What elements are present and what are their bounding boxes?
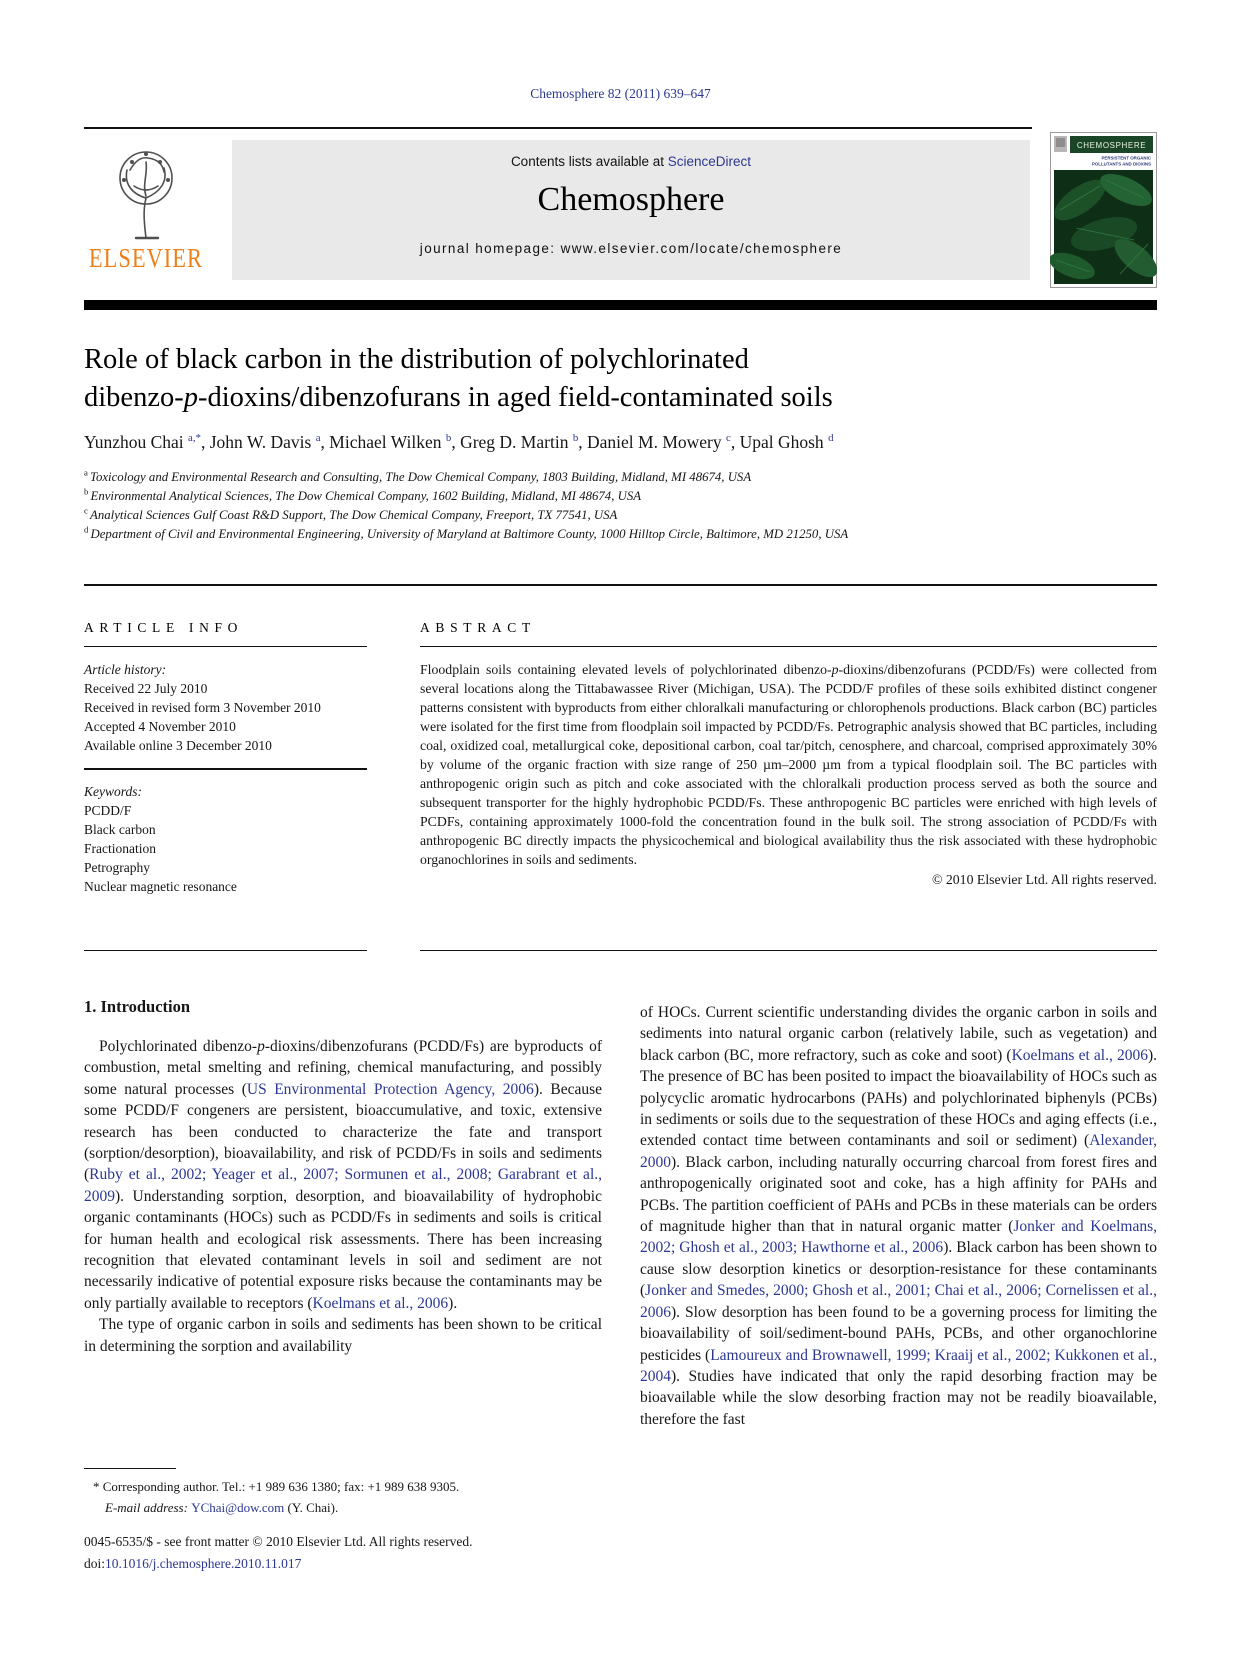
text-segment: a bbox=[84, 467, 91, 478]
text-segment: Contents lists available at bbox=[510, 154, 668, 169]
text-segment: , John W. Davis bbox=[200, 432, 316, 452]
keyword-item: Nuclear magnetic resonance bbox=[84, 878, 237, 894]
keywords-divider-rule bbox=[84, 768, 367, 769]
text-segment: c bbox=[84, 505, 91, 516]
text-segment: , Upal Ghosh bbox=[730, 432, 829, 452]
text-segment: -dioxins/dibenzofurans (PCDD/Fs) were collected from several locations along the Tittabawassee River (Michigan, USA). The PCDD/F profiles of these soils exhibited distinct congener patterns consistent with byproducts from either chloralkali manufacturing or chlorophenols productions. Black carbon (BC) particles were isolated for the first time from floodplain soil impacted by PCDD/Fs. Petrographic analysis showed that BC particles, including coal, oxidized coal, metallurgical coke, depositional carbon, coal tar/pitch, cenosphere, and charcoal, comprised approximately 30% by volume of the organic fraction with size range of 250 µm–2000 µm from a typical floodplain soil. The BC particles with anthropogenic origin such as pitch and coke associated with the chloralkali production process served as both the source and subsequent transporter for the highly hydrophobic PCDD/Fs. These anthropogenic BC particles were enriched with high levels of PCDFs, containing approximately 1000-fold the concentration found in the bulk soil. The strong association of PCDD/Fs with anthropogenic BC directly impacts the physicochemical and biological availability thus the risk associated with these hydrophobic organochlorines in soils and sediments. bbox=[420, 662, 1158, 868]
email-link[interactable]: YChai@dow.com bbox=[191, 1500, 285, 1516]
affiliation-line bbox=[84, 468, 1157, 487]
footnote-contact-line: * Corresponding author. Tel.: +1 989 636 1380; fax: +1 989 638 9305. bbox=[93, 1479, 460, 1495]
authors-line bbox=[84, 432, 1157, 453]
history-line: Received 22 July 2010 bbox=[84, 681, 208, 697]
doi-link[interactable]: 10.1016/j.chemosphere.2010.11.017 bbox=[105, 1556, 302, 1571]
text-segment: c bbox=[726, 432, 731, 445]
cover-subtitle-line2: POLLUTANTS AND DIOXINS bbox=[1091, 161, 1151, 167]
abstract-body bbox=[420, 660, 1157, 869]
introduction-paragraph-1 bbox=[84, 1036, 602, 1314]
keyword-item: Petrography bbox=[84, 859, 150, 875]
text-segment: ). Because some PCDD/F congeners are persistent, bioaccumulative, and toxic, extensive research has been conducted to characterize the fate and transport (sorption/desorption), bioavailability, and risk of PCDD/Fs in soils and sediments ( bbox=[84, 1080, 603, 1184]
keyword-item: Fractionation bbox=[84, 840, 156, 856]
text-segment: ). Black carbon has been shown to cause slow desorption kinetics or desorption-resistance for these contaminants ( bbox=[640, 1239, 1157, 1300]
citation-link[interactable]: US Environmental Protection Agency, 2006 bbox=[246, 1080, 534, 1098]
citation-link[interactable]: Koelmans et al., 2006 bbox=[312, 1294, 449, 1312]
text-segment: b bbox=[445, 432, 452, 445]
abstract-bottom-rule bbox=[420, 950, 1157, 951]
text-segment: b bbox=[84, 486, 91, 497]
text-segment: of HOCs. Current scientific understanding divides the organic carbon in soils and sediments into natural organic carbon (relatively labile, such as vegetation) and black carbon (BC, more refractory, such as coke and soot) ( bbox=[640, 1004, 1157, 1064]
article-info-bottom-rule bbox=[84, 950, 367, 951]
journal-citation-header: Chemosphere 82 (2011) 639–647 bbox=[530, 86, 711, 101]
text-segment: d bbox=[828, 432, 834, 445]
footer-doi-line bbox=[84, 1553, 784, 1575]
cover-title: CHEMOSPHERE bbox=[1076, 141, 1147, 150]
abstract-copyright: © 2010 Elsevier Ltd. All rights reserved. bbox=[931, 872, 1157, 888]
text-segment: ). Slow desorption has been found to be a governing process for limiting the bioavailability of soil/sediment-bound PAHs, PCBs, and other organochlorine pesticides ( bbox=[640, 1303, 1157, 1364]
text-segment: -dioxins/dibenzofurans in aged field-contaminated soils bbox=[197, 382, 833, 413]
text-segment: Floodplain soils containing elevated levels of polychlorinated dibenzo- bbox=[420, 662, 832, 678]
article-info-section bbox=[84, 620, 367, 896]
abstract-section bbox=[420, 620, 1157, 889]
affiliation-line bbox=[84, 525, 1157, 544]
text-segment: ). The presence of BC has been posited to impact the bioavailability of HOCs such as polycyclic aromatic hydrocarbons (PAHs) and polychlorinated biphenyls (PCBs) in sediments or soils due to the sequestration of these HOCs and aging effects (i.e., extended contact time between contaminants and soil or sediment) ( bbox=[640, 1046, 1157, 1150]
text-segment: , Michael Wilken bbox=[320, 432, 446, 452]
history-line: Accepted 4 November 2010 bbox=[84, 719, 236, 735]
citation-link[interactable]: Lamoureux and Brownawell, 1999; Kraaij et al., 2002; Kukkonen et al., 2004 bbox=[640, 1346, 1157, 1385]
elsevier-logo-text: ELSEVIER bbox=[88, 242, 204, 274]
citation-link[interactable]: Alexander, 2000 bbox=[640, 1132, 1157, 1171]
affiliation-line bbox=[84, 506, 1157, 525]
section-divider-rule bbox=[84, 584, 1157, 586]
abstract-heading: ABSTRACT bbox=[420, 620, 536, 635]
journal-name: Chemosphere bbox=[537, 181, 725, 218]
text-segment: Role of black carbon in the distribution of polychlorinated bbox=[84, 344, 749, 375]
article-info-heading-rule bbox=[84, 646, 367, 647]
corresponding-author-footnote bbox=[84, 1468, 604, 1518]
text-segment: Department of Civil and Environmental Engineering, University of Maryland at Baltimore County, 1000 Hilltop Circle, Baltimore, MD 21250, USA bbox=[90, 527, 849, 541]
text-segment: dibenzo- bbox=[84, 382, 184, 413]
text-segment: Yunzhou Chai bbox=[84, 432, 189, 452]
introduction-paragraph-3 bbox=[640, 1002, 1157, 1430]
citation-link[interactable]: Jonker and Smedes, 2000; Ghosh et al., 2001; Chai et al., 2006; Cornelissen et al., 2006 bbox=[640, 1282, 1157, 1321]
keywords-label: Keywords: bbox=[84, 783, 142, 799]
keyword-item: Black carbon bbox=[84, 821, 156, 837]
text-segment: p bbox=[257, 1038, 265, 1055]
text-segment: p bbox=[831, 662, 839, 678]
journal-banner bbox=[232, 140, 1030, 280]
footnote-rule bbox=[84, 1468, 176, 1469]
text-segment: a,* bbox=[188, 432, 201, 445]
citation-link[interactable]: Ruby et al., 2002; Yeager et al., 2007; Sormunen et al., 2008; Garabrant et al., 2009 bbox=[84, 1166, 602, 1205]
text-segment: b bbox=[572, 432, 579, 445]
header-top-rule bbox=[84, 127, 1032, 129]
body-column-left bbox=[84, 997, 602, 1357]
page-footer bbox=[84, 1531, 784, 1575]
history-line: Received in revised form 3 November 2010 bbox=[84, 700, 321, 716]
text-segment: Environmental Analytical Sciences, The Dow Chemical Company, 1602 Building, Midland, MI 48674, USA bbox=[90, 489, 642, 503]
abstract-heading-rule bbox=[420, 646, 1157, 647]
footnote-email-line bbox=[84, 1497, 604, 1518]
text-segment: doi: bbox=[84, 1556, 106, 1571]
history-line: Available online 3 December 2010 bbox=[84, 738, 272, 754]
cover-leaf-art bbox=[1050, 167, 1157, 284]
article-info-heading: ARTICLE INFO bbox=[84, 620, 244, 635]
journal-homepage-link[interactable]: journal homepage: www.elsevier.com/locate/chemosphere bbox=[419, 241, 843, 256]
text-segment: ). Studies have indicated that only the rapid desorbing fraction may be bioavailable while the slow desorbing fraction may not be readily bioavailable, therefore the fast bbox=[640, 1367, 1157, 1428]
text-segment: ). bbox=[448, 1294, 458, 1312]
text-segment: d bbox=[84, 524, 91, 535]
text-segment: ). Understanding sorption, desorption, and bioavailability of hydrophobic organic contaminants (HOCs) such as PCDD/Fs in sediments and soils is critical for human health and ecological risk assessments. There has been increasing recognition that elevated contaminant levels in soil and sediment are not necessarily indicative of potential exposure risks because the contaminants may be only partially available to receptors ( bbox=[84, 1187, 602, 1312]
contents-line bbox=[232, 140, 1030, 169]
body-column-right bbox=[640, 997, 1157, 1430]
journal-cover[interactable] bbox=[1050, 132, 1157, 288]
footer-issn-line: 0045-6535/$ - see front matter © 2010 Elsevier Ltd. All rights reserved. bbox=[84, 1534, 473, 1549]
text-segment: Toxicology and Environmental Research and Consulting, The Dow Chemical Company, 1803 Building, Midland, MI 48674, USA bbox=[90, 470, 752, 484]
text-segment: p bbox=[183, 382, 198, 413]
affiliations-list bbox=[84, 468, 1157, 544]
text-segment: -dioxins/dibenzofurans (PCDD/Fs) are byproducts of combustion, metal smelting and refining, chemical manufacturing, and possibly some natural processes ( bbox=[84, 1038, 603, 1098]
text-segment: Analytical Sciences Gulf Coast R&D Support, The Dow Chemical Company, Freeport, TX 77541, USA bbox=[90, 508, 618, 522]
introduction-paragraph-2: The type of organic carbon in soils and sediments has been shown to be critical in determining the sorption and availability bbox=[84, 1316, 602, 1355]
text-segment: E-mail address: bbox=[105, 1500, 192, 1516]
elsevier-tree-icon bbox=[94, 142, 198, 242]
elsevier-logo[interactable] bbox=[84, 142, 208, 280]
cover-subtitle-line1: PERSISTENT ORGANIC bbox=[1101, 155, 1151, 161]
text-segment: a bbox=[315, 432, 321, 445]
citation-link[interactable]: Jonker and Koelmans, 2002; Ghosh et al., 2003; Hawthorne et al., 2006 bbox=[640, 1218, 1157, 1257]
sciencedirect-link[interactable]: ScienceDirect bbox=[667, 154, 752, 169]
text-segment: , Daniel M. Mowery bbox=[578, 432, 727, 452]
article-title bbox=[84, 341, 1024, 417]
affiliation-line bbox=[84, 487, 1157, 506]
text-segment: (Y. Chai). bbox=[284, 1500, 339, 1516]
article-history-label: Article history: bbox=[84, 662, 167, 678]
keywords-list bbox=[84, 801, 367, 896]
introduction-heading: 1. Introduction bbox=[84, 997, 191, 1016]
article-history-list bbox=[84, 679, 367, 755]
citation-link[interactable]: Koelmans et al., 2006 bbox=[1011, 1046, 1148, 1064]
header-thick-bar bbox=[84, 300, 1157, 310]
text-segment: Polychlorinated dibenzo- bbox=[99, 1038, 258, 1055]
keyword-item: PCDD/F bbox=[84, 802, 132, 818]
text-segment: , Greg D. Martin bbox=[451, 432, 573, 452]
text-segment: ). Black carbon, including naturally occurring charcoal from forest fires and anthropogenically originated soot and coke, has a high affinity for PAHs and PCBs. The partition coefficient of PAHs and PCBs in these materials can be orders of magnitude higher than that in natural organic matter ( bbox=[640, 1153, 1157, 1236]
